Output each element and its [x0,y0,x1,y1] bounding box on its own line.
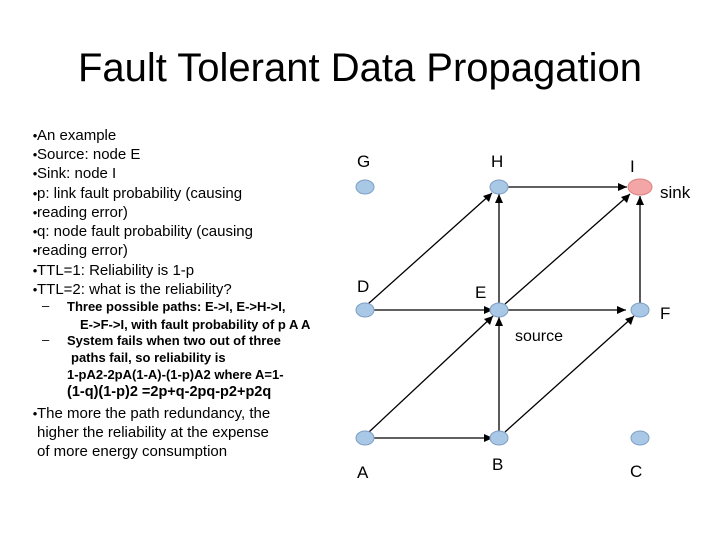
bullet-text: Sink: node I [37,165,117,182]
bullet-marker: • [32,282,38,297]
bullet-marker: • [32,128,38,143]
sub-bullet-marker: – [42,332,50,347]
label-d: D [357,277,370,296]
node-a [356,431,374,445]
bullet-marker: • [32,147,38,162]
bullet-text: p: link fault probability (causing [37,185,243,202]
edge-a-e [369,316,493,432]
node-e-source [490,303,508,317]
label-sink: sink [660,183,691,202]
bullet-text: reading error) [37,242,128,259]
slide-title: Fault Tolerant Data Propagation [77,46,643,90]
node-c [631,431,649,445]
bullet-text: higher the reliability at the expense [37,424,269,441]
label-h: H [491,152,504,171]
node-g [356,180,374,194]
edge-d-h [368,193,492,304]
sub-bullet-text: System fails when two out of three [67,333,281,348]
node-i-sink [628,179,652,195]
bullet-marker: • [32,224,38,239]
arrow-e-i [621,194,630,203]
sub-bullet-text: paths fail, so reliability is [71,350,226,365]
label-source: source [515,328,564,345]
node-h [490,180,508,194]
bullet-text: reading error) [37,204,128,221]
node-f [631,303,649,317]
arrow-e-f [617,306,626,314]
arrow-h-i [618,183,627,191]
arrow-e-h [495,194,503,203]
bullet-marker: • [32,166,38,181]
bullet-text: of more energy consumption [37,443,228,460]
label-g: G [357,152,371,171]
arrow-b-e [495,317,503,326]
bullet-text: TTL=2: what is the reliability? [37,281,232,298]
label-b: B [492,455,504,474]
bullet-marker: • [32,205,38,220]
nodes [356,179,652,445]
label-c: C [630,462,643,481]
bullet-marker: • [32,263,38,278]
network-diagram [340,140,700,500]
formula-text: (1-q)(1-p)2 =2p+q-2pq-p2+p2q [67,384,272,400]
node-d [356,303,374,317]
sub-bullet-text: E->F->I, with fault probability of p A A [80,317,311,332]
sub-bullet-marker: – [42,298,50,313]
sub-bullet-text: 1-pA2-2pA(1-A)-(1-p)A2 where A=1- [67,367,284,382]
label-a: A [357,463,369,482]
bullet-text: Source: node E [37,146,141,163]
bullet-marker: • [32,243,38,258]
bullet-marker: • [32,406,38,421]
bullet-text: q: node fault probability (causing [37,223,253,240]
bullet-text: TTL=1: Reliability is 1-p [37,262,195,279]
bullet-text: The more the path redundancy, the [37,405,271,422]
label-i: I [630,157,635,176]
bullet-marker: • [32,186,38,201]
sub-bullet-text: Three possible paths: E->I, E->H->I, [67,299,286,314]
label-e: E [475,283,487,302]
bullet-text: An example [37,127,117,144]
arrow-f-i [636,196,644,205]
label-f: F [660,304,671,323]
node-b [490,431,508,445]
edge-e-i [505,194,630,304]
